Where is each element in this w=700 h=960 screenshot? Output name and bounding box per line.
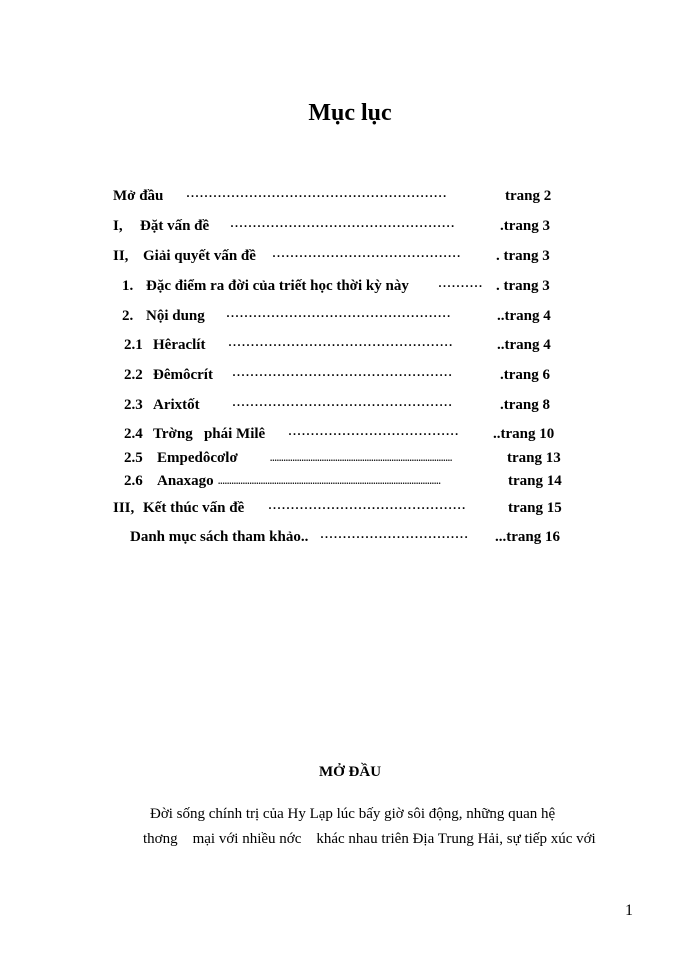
toc-leader: ································· (320, 530, 469, 544)
toc-label: Danh mục sách tham khảo.. (130, 529, 309, 545)
toc-entry-intro (0, 186, 700, 206)
toc-page: trang 14 (508, 473, 562, 489)
toc-page: .trang 8 (500, 397, 550, 413)
toc-label: Arixtốt (153, 397, 200, 413)
toc-number: 2.4 (124, 426, 143, 442)
toc-page: . trang 3 (496, 248, 550, 264)
toc-number: 2. (122, 308, 134, 324)
toc-label: Đặc điểm ra đời của triết học thời kỳ này (146, 278, 409, 294)
toc-entry-1 (0, 216, 700, 236)
toc-number: III, (113, 500, 135, 516)
toc-number: II, (113, 248, 129, 264)
toc-leader: ·················································· (228, 338, 454, 352)
toc-entry-2-2-2 (0, 365, 700, 385)
intro-heading: MỞ ĐẦU (318, 764, 382, 780)
toc-entry-2-1 (0, 276, 700, 296)
toc-title: Mục lục (308, 100, 392, 126)
toc-label: Kết thúc vấn đề (143, 500, 245, 516)
toc-entry-2-2-3 (0, 395, 700, 415)
toc-entry-2-2-6 (0, 471, 700, 491)
toc-page: trang 2 (505, 188, 552, 204)
toc-page: .trang 3 (500, 218, 550, 234)
toc-entry-2-2 (0, 306, 700, 326)
toc-label: Empedôcơlơ (157, 450, 238, 466)
toc-entry-2-2-5 (0, 448, 700, 468)
toc-leader: ············································ (268, 501, 467, 515)
toc-entry-2-2-4 (0, 424, 700, 444)
toc-page: . trang 3 (496, 278, 550, 294)
toc-entry-references (0, 527, 700, 547)
toc-leader: ................................................................................. (270, 453, 453, 463)
toc-leader: ················································· (232, 368, 453, 382)
toc-entry-3 (0, 498, 700, 518)
toc-leader: ·················································· (226, 309, 452, 323)
toc-label: Nội dung (146, 308, 205, 324)
intro-line-2: thơng mại với nhiều nớc khác nhau triên Địa Trung Hải, sự tiếp xúc với (143, 831, 596, 847)
toc-leader: ·························································· (186, 189, 448, 203)
toc-page: ..trang 4 (497, 337, 551, 353)
toc-page: ..trang 4 (497, 308, 551, 324)
toc-page: ..trang 10 (493, 426, 555, 442)
toc-entry-2-2-1 (0, 335, 700, 355)
toc-label: Trờng phái Milê (153, 426, 266, 442)
toc-leader: ·········································· (272, 249, 462, 263)
toc-label: Mở đầu (113, 188, 164, 204)
toc-leader: ·················································· (230, 219, 456, 233)
toc-entry-2 (0, 246, 700, 266)
intro-line-1: Đời sống chính trị của Hy Lạp lúc bấy giờ sôi động, những quan hệ (150, 806, 556, 822)
toc-leader: ................................................................................................... (218, 476, 441, 486)
toc-label: Giải quyết vấn đề (143, 248, 256, 264)
toc-page: trang 15 (508, 500, 562, 516)
toc-number: I, (113, 218, 123, 234)
toc-leader: ················································· (232, 398, 453, 412)
toc-page: .trang 6 (500, 367, 550, 383)
toc-number: 2.3 (124, 397, 143, 413)
toc-leader: ·········· (438, 279, 484, 293)
toc-number: 2.6 (124, 473, 143, 489)
toc-label: Anaxago (157, 473, 214, 489)
toc-number: 2.5 (124, 450, 143, 466)
page-number: 1 (625, 902, 633, 919)
toc-label: Hêraclít (153, 337, 206, 353)
toc-page: ...trang 16 (495, 529, 560, 545)
toc-number: 1. (122, 278, 134, 294)
toc-label: Đặt vấn đề (140, 218, 210, 234)
toc-label: Đêmôcrít (153, 367, 213, 383)
toc-page: trang 13 (507, 450, 561, 466)
toc-number: 2.2 (124, 367, 143, 383)
toc-number: 2.1 (124, 337, 143, 353)
toc-leader: ······································ (288, 427, 460, 441)
